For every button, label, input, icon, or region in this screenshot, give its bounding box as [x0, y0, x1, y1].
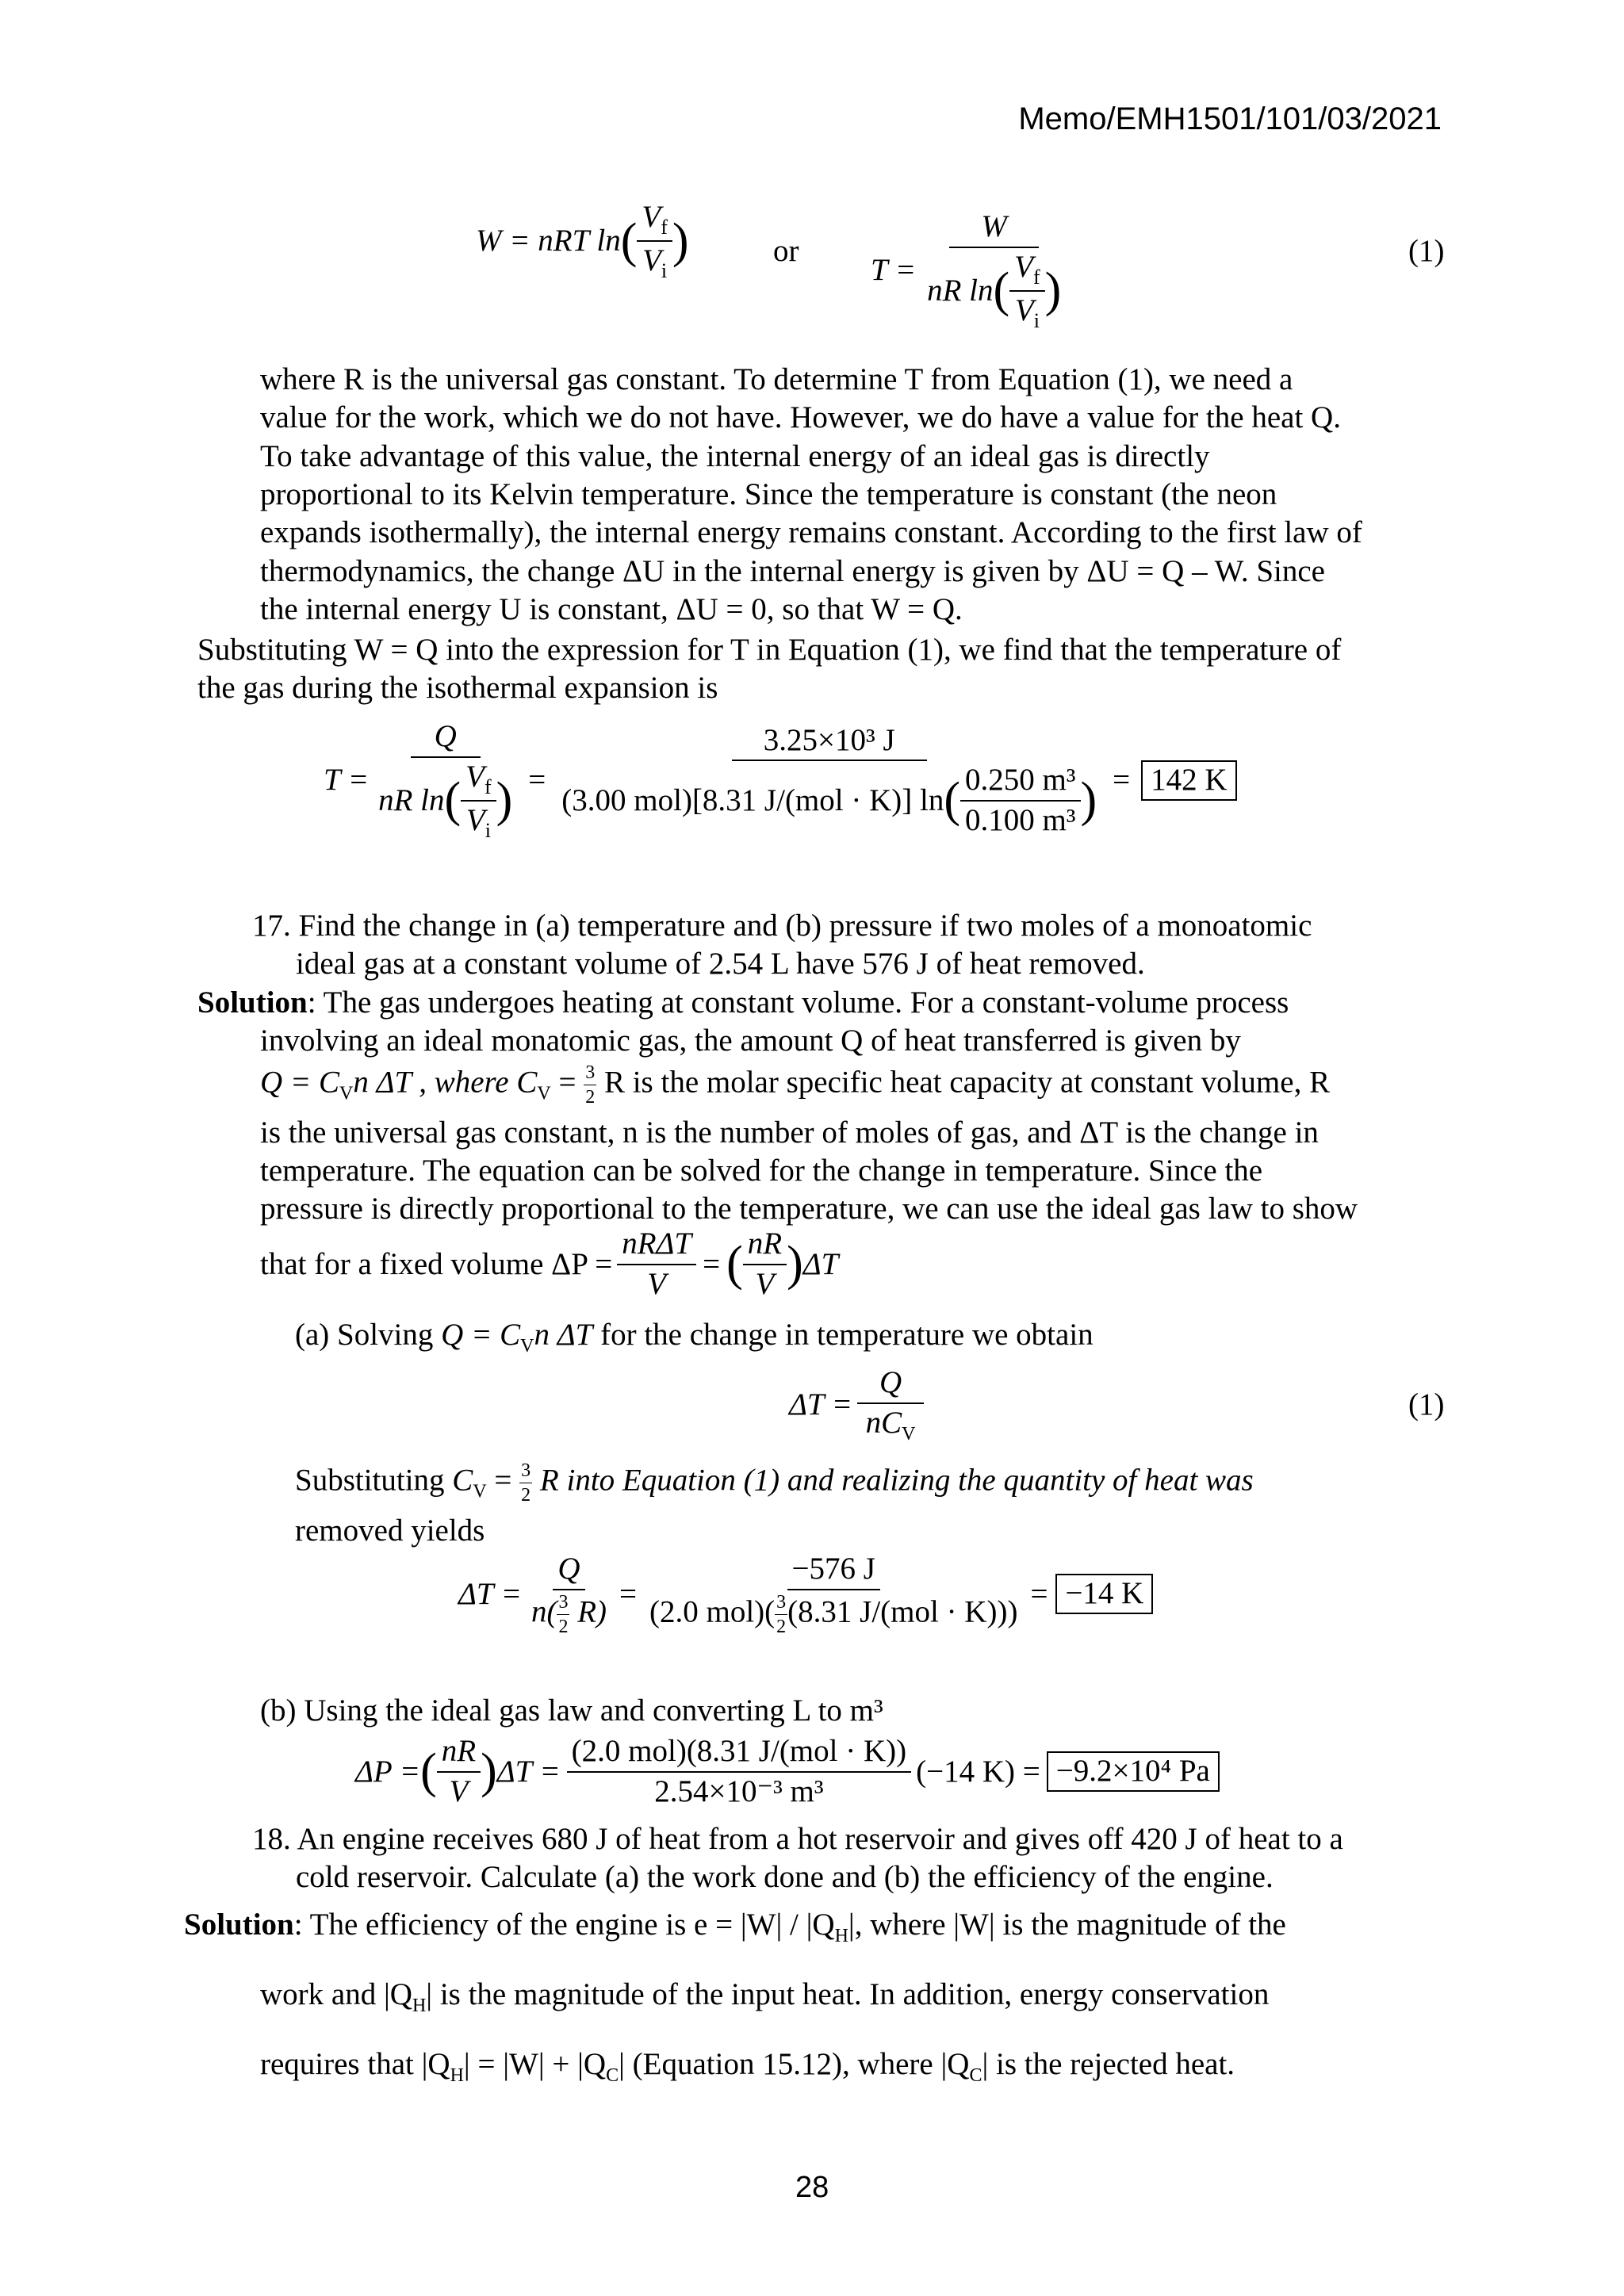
- equation-delta-p-result: ΔP = ( $\frac{nR}{V}$ ) ΔT = $\frac{\text{(2.0 mol)(8.31 J/(mol · K))}}{\text{2.54×10⁻³ m³}}$ (−14 K) = −9.2×10⁴ Pa: [355, 1732, 1220, 1812]
- question-18: 18. An engine receives 680 J of heat from a hot reservoir and gives off 420 J of heat to a cold reservoir. Calculate (a) the work done and (b) the efficiency of the engine.: [252, 1822, 1343, 1895]
- eq-w-left: W = nRT ln: [476, 224, 621, 258]
- equation-temperature-result: T = Q nR ln ( $\frac{V_f}{V_i}$ ) = 3.25×10³ J (3.00 mol)[8.31 J/(mol · K)] ln ( $\frac{\text{0.250 m³}}{\text{0.100 m³}}$ ) = 142 K: [324, 718, 1237, 844]
- equation-temperature: T = W nR ln ( $\frac{V_f}{V_i}$ ): [871, 209, 1062, 332]
- equation-delta-t-result: ΔT = Q n( $\frac{3}{2}$ R) = −576 J (2.0 mol)( $\frac{3}{2}$ (8.31 J/(mol · K))) = −14 K: [458, 1550, 1153, 1639]
- answer-box-delta-t: −14 K: [1055, 1574, 1153, 1614]
- answer-box-delta-p: −9.2×10⁴ Pa: [1047, 1751, 1220, 1792]
- paragraph-substituting: Substituting W = Q into the expression for T in Equation (1), we find that the temperature of the gas during the isothermal expansion is: [197, 633, 1342, 706]
- question-17: 17. Find the change in (a) temperature and (b) pressure if two moles of a monoatomic ideal gas at a constant volume of 2.54 L have 576 J of heat removed.: [252, 909, 1312, 982]
- part-b-intro: (b) Using the ideal gas law and converting L to m³: [260, 1693, 883, 1728]
- equation-work-isothermal: W = nRT ln ( $\frac{V_f}{V_i}$ ): [476, 198, 689, 285]
- paragraph-explanation: where R is the universal gas constant. To determine T from Equation (1), we need a value for the work, which we do not have. However, we do have a value for the heat Q. To take advantage of this value, the internal energy of an ideal gas is directly proportional to its Kelvin temperature. Since the temperature is constant (the neon expands isothermally), the internal energy remains constant. According to the first law of thermodynamics, the change ΔU in the internal energy is given by ΔU = Q – W. Since the internal energy U is constant, ΔU = 0, so that W = Q.: [260, 362, 1362, 627]
- part-a-substituting: Substituting $C_V$ = $\frac{3}{2}$ R into Equation (1) and realizing the quantity of heat was removed yields: [295, 1460, 1254, 1548]
- equation-delta-t-general: ΔT = $\frac{Q}{nC_V}$: [789, 1364, 924, 1446]
- equation-number-1: (1): [1408, 234, 1445, 268]
- document-code: Memo/EMH1501/101/03/2021: [1018, 101, 1442, 136]
- answer-box-142k: 142 K: [1141, 760, 1236, 801]
- solution-18: Solution: The efficiency of the engine is $e = |W| / |Q_H|$, where |W| is the magnitude of the work and $|Q_H|$ is the magnitude of the input heat. In addition, energy conservation requires that $|Q_H| = |W| + |Q_C|$ (Equation 15.12), where $|Q_C|$ is the rejected heat.: [184, 1908, 1286, 2086]
- equation-delta-p: that for a fixed volume ΔP = $\frac{\text{nRΔT}}{V}$ = ( $\frac{nR}{V}$ ) ΔT: [260, 1226, 839, 1301]
- eq-or-word: or: [773, 234, 799, 268]
- solution-17: Solution: The gas undergoes heating at constant volume. For a constant-volume process involving an ideal monatomic gas, the amount Q of heat transferred is given by $Q = C_Vn$ ΔT , where $C_V$ = $\frac{3}{2}$ R is the molar specific heat capacity at constant volume, R is the universal gas constant, n is the number of moles of gas, and ΔT is the change in temperature. The equation can be solved for the change in temperature. Since the pressure is directly proportional to the temperature, we can use the ideal gas law to show: [197, 985, 1358, 1226]
- page-number: 28: [795, 2171, 829, 2204]
- equation-number-1b: (1): [1408, 1387, 1445, 1422]
- part-a-intro: (a) Solving $Q = C_Vn$ ΔT for the change in temperature we obtain: [295, 1318, 1094, 1357]
- fraction-vf-vi: $\frac{V_f}{V_i}$: [637, 198, 672, 285]
